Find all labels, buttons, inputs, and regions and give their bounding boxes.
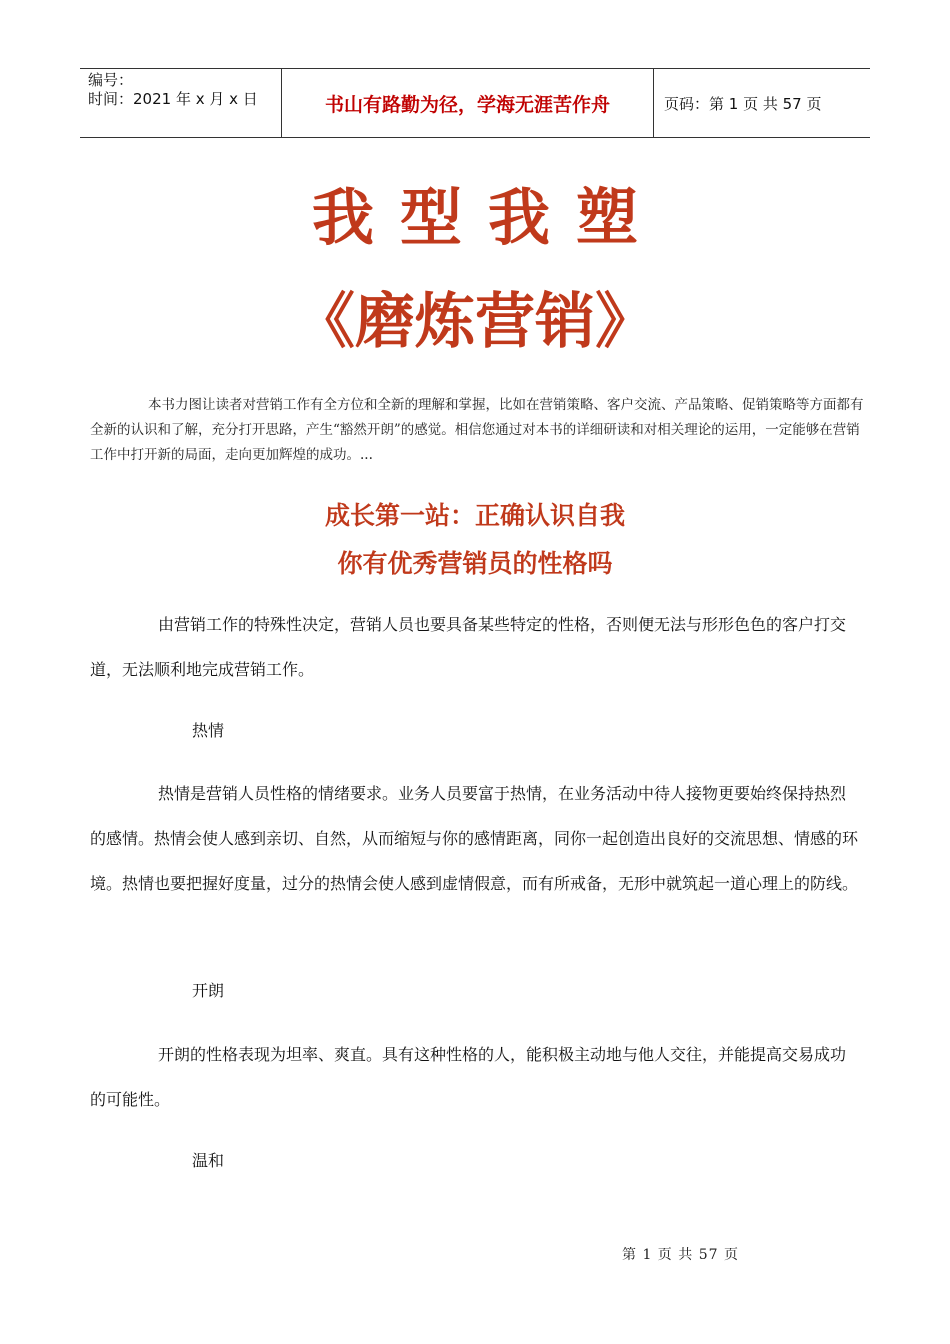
intro-paragraph: 本书力图让读者对营销工作有全方位和全新的理解和掌握，比如在营销策略、客户交流、产品策略、促销策略等方面都有全新的认识和了解，充分打开思路，产生“豁然开朗”的感觉。相信您通过对本书的详细研读和对相关理论的运用，一定能够在营销工作中打开新的局面，走向更加辉煌的成功。... <box>90 397 864 463</box>
main-title: 我型我塑 <box>311 181 664 254</box>
subheading-enthusiasm: 热情 <box>192 721 225 740</box>
doc-number-label: 编号： <box>88 71 134 89</box>
section-title: 成长第一站：正确认识自我 <box>324 501 625 530</box>
header-motto: 书山有路勤为径，学海无涯苦作舟 <box>282 69 654 137</box>
header-meta-cell <box>80 69 282 137</box>
header-table <box>80 68 870 138</box>
doc-date-label: 时间：2021 年 x 月 x 日 <box>88 90 258 108</box>
header-page-info: 页码：第 1 页 共 57 页 <box>664 94 822 113</box>
section-subtitle: 你有优秀营销员的性格吗 <box>337 549 613 578</box>
page-footer: 第 1 页 共 57 页 <box>622 1247 739 1263</box>
book-title: 《磨炼营销》 <box>295 287 655 357</box>
body-paragraph: 由营销工作的特殊性决定，营销人员也要具备某些特定的性格，否则便无法与形形色色的客户打交道，无法顺利地完成营销工作。 <box>90 615 847 679</box>
subheading-cheerful: 开朗 <box>192 981 225 1000</box>
body-paragraph: 热情是营销人员性格的情绪要求。业务人员要富于热情，在业务活动中待人接物更要始终保持热烈的感情。热情会使人感到亲切、自然，从而缩短与你的感情距离，同你一起创造出良好的交流思想、情感的环境。热情也要把握好度量，过分的热情会使人感到虚情假意，而有所戒备，无形中就筑起一道心理上的防线。 <box>90 784 859 893</box>
body-paragraph: 开朗的性格表现为坦率、爽直。具有这种性格的人，能积极主动地与他人交往，并能提高交易成功的可能性。 <box>90 1045 847 1109</box>
subheading-gentle: 温和 <box>192 1151 225 1170</box>
